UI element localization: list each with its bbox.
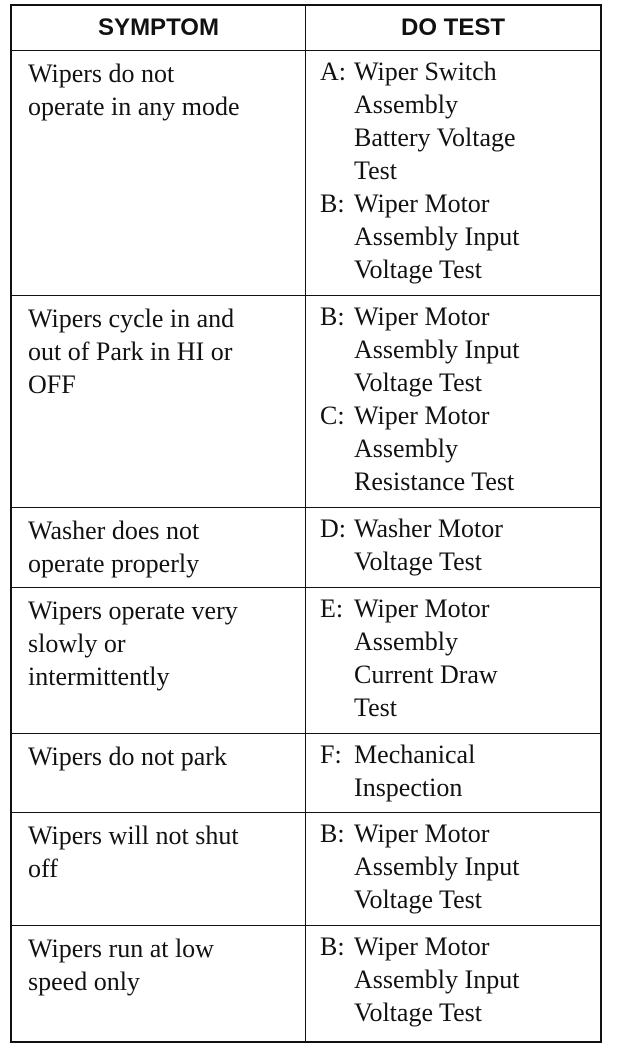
test-item — [320, 817, 594, 916]
do-test-cell — [306, 734, 600, 812]
test-item — [320, 300, 594, 399]
symptom-test-table — [10, 4, 602, 1043]
symptom-cell: Wipers will not shut off — [12, 813, 306, 925]
symptom-cell: Wipers do not operate in any mode — [12, 51, 306, 295]
symptom-cell: Wipers operate very slowly or intermittently — [12, 588, 306, 733]
symptom-cell: Wipers do not park — [12, 734, 306, 812]
do-test-cell — [306, 926, 600, 1041]
do-test-cell — [306, 813, 600, 925]
test-description: Wiper Switch Assembly Battery Voltage Test — [354, 57, 516, 185]
test-letter: F: — [320, 740, 342, 769]
table-row — [12, 50, 600, 295]
test-description: Wiper Motor Assembly Input Voltage Test — [354, 302, 520, 397]
test-description: Wiper Motor Assembly Input Voltage Test — [354, 189, 520, 284]
test-description: Mechanical Inspection — [354, 740, 476, 802]
do-test-cell — [306, 51, 600, 295]
do-test-cell — [306, 508, 600, 587]
do-test-cell — [306, 296, 600, 507]
test-letter: A: — [320, 57, 347, 86]
test-item — [320, 55, 594, 187]
table-row — [12, 295, 600, 507]
test-description: Washer Motor Voltage Test — [354, 514, 503, 576]
test-letter: B: — [320, 819, 345, 848]
table-header-row — [12, 6, 600, 50]
test-letter: C: — [320, 401, 345, 430]
table-body — [12, 50, 600, 1041]
test-letter: B: — [320, 302, 345, 331]
symptom-cell: Washer does not operate properly — [12, 508, 306, 587]
test-description: Wiper Motor Assembly Resistance Test — [354, 401, 515, 496]
symptom-cell: Wipers cycle in and out of Park in HI or OFF — [12, 296, 306, 507]
test-item — [320, 187, 594, 286]
test-item — [320, 738, 594, 804]
header-symptom: SYMPTOM — [12, 6, 306, 50]
table-row — [12, 812, 600, 925]
table-row — [12, 507, 600, 587]
test-item — [320, 930, 594, 1029]
test-description: Wiper Motor Assembly Input Voltage Test — [354, 819, 520, 914]
test-letter: E: — [320, 594, 344, 623]
test-letter: B: — [320, 932, 345, 961]
test-item — [320, 399, 594, 498]
test-item — [320, 512, 594, 578]
symptom-cell: Wipers run at low speed only — [12, 926, 306, 1041]
table-row — [12, 925, 600, 1041]
test-letter: B: — [320, 189, 345, 218]
table-row — [12, 733, 600, 812]
table-row — [12, 587, 600, 733]
test-description: Wiper Motor Assembly Input Voltage Test — [354, 932, 520, 1027]
header-do-test: DO TEST — [400, 14, 505, 41]
do-test-cell — [306, 588, 600, 733]
test-item — [320, 592, 594, 724]
test-description: Wiper Motor Assembly Current Draw Test — [354, 594, 498, 722]
test-letter: D: — [320, 514, 347, 543]
